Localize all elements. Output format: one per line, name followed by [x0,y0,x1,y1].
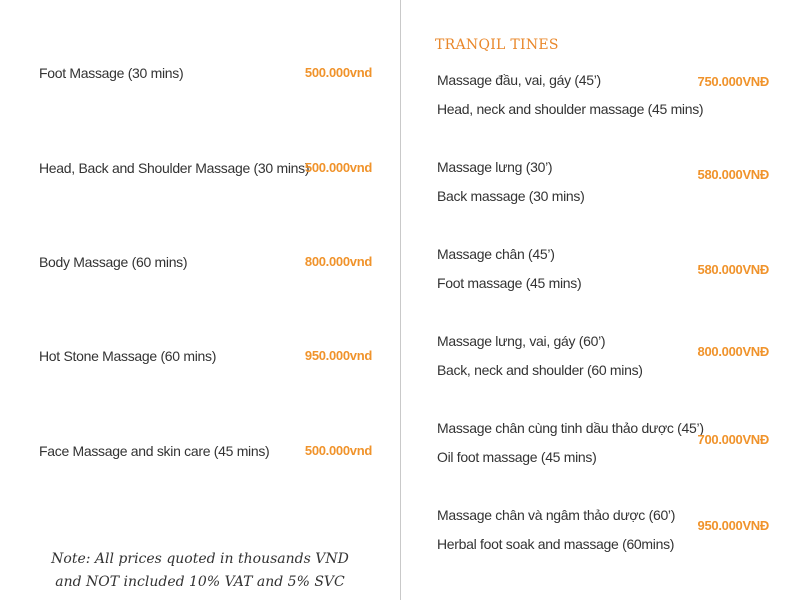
menu-item-body-massage [39,254,374,274]
item-name-vietnamese: Massage chân và ngâm thảo dược (60’) [437,507,676,523]
menu-item-face-massage [39,443,374,463]
item-name-vietnamese: Massage chân (45’) [437,246,555,262]
item-name-vietnamese: Massage lưng (30’) [437,159,553,175]
item-price: 950.000VNĐ [697,518,769,533]
section-title: TRANQIL TINES [435,37,559,53]
item-price: 800.000vnd [304,254,372,269]
item-price: 500.000vnd [304,443,372,458]
item-price: 750.000VNĐ [697,74,769,89]
item-name: Hot Stone Massage (60 mins) [39,348,217,364]
item-price: 700.000VNĐ [697,432,769,447]
item-price: 500.000vnd [304,65,372,80]
item-name-english: Back massage (30 mins) [437,188,585,204]
item-name-vietnamese: Massage đầu, vai, gáy (45’) [437,72,601,88]
item-price: 500.000vnd [304,160,372,175]
menu-item-hot-stone [39,348,374,368]
item-name-english: Back, neck and shoulder (60 mins) [437,362,643,378]
item-name-english: Oil foot massage (45 mins) [437,449,597,465]
item-price: 580.000VNĐ [697,262,769,277]
item-name: Face Massage and skin care (45 mins) [39,443,270,459]
item-price: 950.000vnd [304,348,372,363]
note-line-2: and NOT included 10% VAT and 5% SVC [55,574,345,590]
item-name-english: Foot massage (45 mins) [437,275,582,291]
column-divider [400,0,401,600]
item-name-vietnamese: Massage chân cùng tinh dầu thảo dược (45’) [437,420,704,436]
price-note [30,548,370,594]
item-name: Foot Massage (30 mins) [39,65,184,81]
item-name-vietnamese: Massage lưng, vai, gáy (60’) [437,333,606,349]
item-name-english: Head, neck and shoulder massage (45 mins) [437,101,704,117]
note-line-1: Note: All prices quoted in thousands VND [51,551,349,567]
item-name: Body Massage (60 mins) [39,254,188,270]
menu-item-foot-massage [39,65,374,85]
menu-item-head-back-shoulder [39,160,374,180]
item-name-english: Herbal foot soak and massage (60mins) [437,536,675,552]
item-price: 800.000VNĐ [697,344,769,359]
item-name: Head, Back and Shoulder Massage (30 mins) [39,160,310,176]
item-price: 580.000VNĐ [697,167,769,182]
